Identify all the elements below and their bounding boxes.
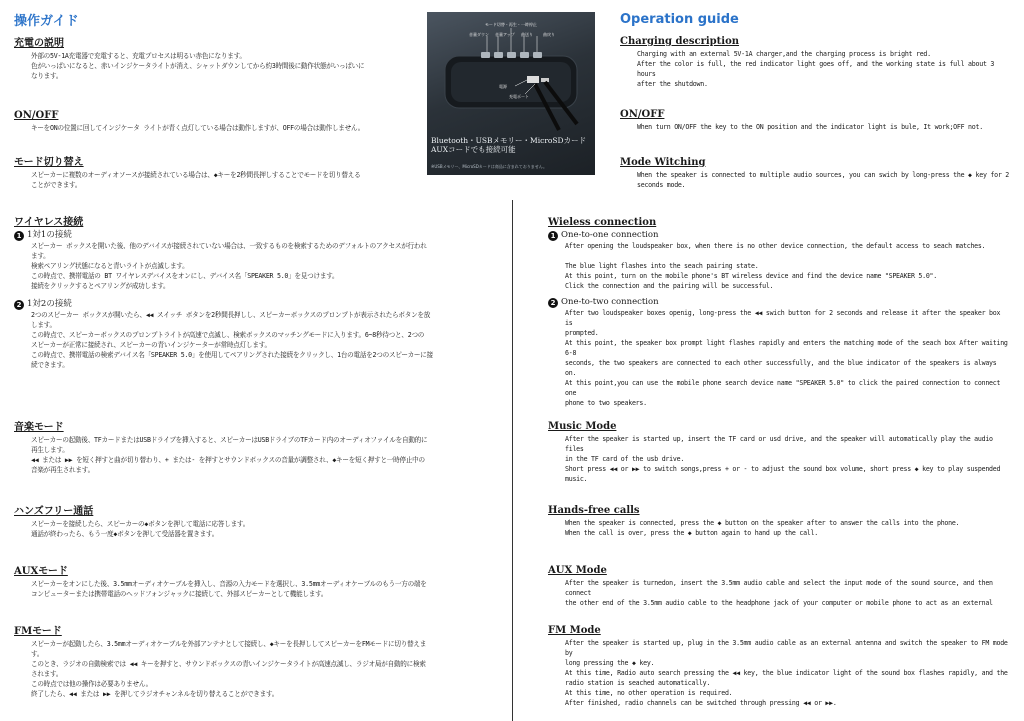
en-section-fm xyxy=(548,625,1010,708)
photo-note: ※USBメモリー、MicroSDカードは商品に含まれておりません。 xyxy=(431,164,548,169)
en-heading-mode: Mode Witching xyxy=(620,157,706,168)
en-sub-one-to-two-label: One-to-two connection xyxy=(561,297,659,307)
jp-sub-one-to-one xyxy=(14,230,484,241)
jp-section-charging xyxy=(14,38,484,81)
jp-text-fm: スピーカーが起動したら、3.5mmオーディオケーブルを外部アンテナとして接続し、◆キーを長押ししてスピーカーをFMモードに切り替えま す。 このとき、ラジオの自動検索では ◀◀ キーを押すと、サウンドボックスの青いインジケータライトが高速点滅し、ラジオ局が自動的に検索 されます。 この時点では他の操作は必要ありません。 終了したら、◀◀ または ▶▶ を押してラジオチャンネルを切り替えることができます。 xyxy=(31,640,427,698)
en-text-mode: When the speaker is connected to multiple audio sources, you can swich by long-press the ◆ key for 2 seconds mode. xyxy=(637,171,1009,189)
jp-text-charging: 外部の5V-1A充電器で充電すると、充電プロセスは明るい赤色になります。 色がいっぱいになると、赤いインジケータライトが消え、シャットダウンしてから約3時間後に動作状態がいっぱいに なります。 xyxy=(31,52,365,80)
jp-heading-music: 音楽モード xyxy=(14,422,64,433)
en-sub-one-to-one-label: One-to-one connection xyxy=(561,230,659,240)
jp-section-mode xyxy=(14,157,484,190)
japanese-title: 操作ガイド xyxy=(14,14,79,29)
photo-caption-line2: AUXコードでも接続可能 xyxy=(431,145,516,154)
number-badge: 1 xyxy=(548,231,558,241)
en-text-fm: After the speaker is started up, plug in the 3.5mm audio cable as an external antenna and switch the speaker to FM mode by long pressing the ◆ key. At this time, Radio auto search pressing the ◀◀ key, the blue indicator light of the sound box flashes rapidly, and the radio station is seached automatically. At this time, no other operation is required. After finished, radio channels can be switched through pressing ◀◀ or ▶▶. xyxy=(565,639,1008,707)
jp-heading-charging: 充電の説明 xyxy=(14,38,64,49)
label-volume-up: 音量アップ xyxy=(495,32,515,37)
label-volume-down: 音量ダウン xyxy=(469,32,489,37)
en-heading-wireless: Wieless connection xyxy=(548,217,657,228)
english-title: Operation guide xyxy=(620,12,739,27)
jp-heading-fm: FMモード xyxy=(14,626,62,637)
jp-heading-handsfree: ハンズフリー通話 xyxy=(14,506,94,517)
en-sub-one-to-one xyxy=(548,230,1010,241)
en-text-one-to-one: After opening the loudspeaker box, when there is no other device connection, the default access to seach matches. The blue light flashes into the seach pairing state. At this point, turn on the mobile phone's BT wireless device and find the device name "SPEAKER 5.0". Click the connection and the pairing will be successful. xyxy=(565,242,986,290)
label-charge-port: 充電ポート xyxy=(509,94,529,99)
jp-section-onoff xyxy=(14,110,484,133)
en-section-charging xyxy=(620,36,1010,89)
en-text-aux: After the speaker is turnedon, insert the 3.5mm audio cable and select the input mode of the sound source, and then connect the other end of the 3.5mm audio cable to the headphone jack of your computer or mobile phone to act as an external xyxy=(565,579,993,607)
jp-text-one-to-two: 2つのスピーカー ボックスが開いたら、◀◀ スイッチ ボタンを2秒間長押しし、スピーカーボックスのプロンプトが表示されたらボタンを放 します。 この時点で、スピーカーボックスのプロンプトライトが高速で点滅し、検索ボックスのマッチングモードに入ります。6~8秒待つと、2つの スピーカーが正常に接続され、スピーカーの青いインジケーターが常時点灯します。 この時点で、携帯電話の検索デバイス名「SPEAKER 5.0」を使用してペアリングされた接続をクリックし、1台の電話を2つのスピーカーに接 続できます。 xyxy=(31,311,433,369)
photo-caption xyxy=(431,136,586,154)
en-text-handsfree: When the speaker is connected, press the ◆ button on the speaker after to answer the calls into the phone. When the call is over, press the ◆ button again to hand up the call. xyxy=(565,519,960,537)
jp-heading-wireless: ワイヤレス接続 xyxy=(14,217,84,228)
speaker-product-photo xyxy=(427,12,595,175)
en-text-onoff: When turn ON/OFF the key to the ON position and the indicator light is bule, It work;OFF not. xyxy=(637,123,983,131)
en-text-music: After the speaker is started up, insert the TF card or usd drive, and the speaker will automatically play the audio files in the TF card of the usb drive. Short press ◀◀ or ▶▶ to switch songs,press + or - to adjust the sound box volume, short press ◆ key to play suspended music. xyxy=(565,435,1001,483)
jp-heading-aux: AUXモード xyxy=(14,566,68,577)
jp-text-mode: スピーカーに複数のオーディオソースが接続されている場合は、◆キーを2秒間長押しすることでモードを切り替える ことができます。 xyxy=(31,171,361,189)
en-section-handsfree xyxy=(548,505,1010,538)
en-heading-aux: AUX Mode xyxy=(548,565,607,576)
jp-sub-one-to-one-label: 1対1の接続 xyxy=(27,230,72,240)
jp-section-wireless xyxy=(14,217,484,370)
number-badge: 2 xyxy=(548,298,558,308)
jp-text-aux: スピーカーをオンにした後、3.5mmオーディオケーブルを挿入し、音源の入力モードを選択し、3.5mmオーディオケーブルのもう一方の端を コンピューターまたは携帯電話のヘッドフォンジャックに接続して、外部スピーカーとして機能します。 xyxy=(31,580,427,598)
jp-heading-onoff: ON/OFF xyxy=(14,110,59,121)
jp-text-music: スピーカーの起動後、TFカードまたはUSBドライブを挿入すると、スピーカーはUSBドライブのTFカード内のオーディオファイルを自動的に 再生します。 ◀◀ または ▶▶ を短く押すと曲が切り替わり、+ または- を押すとサウンドボックスの音量が調整され、◆キーを短く押すと一時停止中の 音楽が再生されます。 xyxy=(31,436,428,474)
en-section-aux xyxy=(548,565,1010,608)
jp-section-music xyxy=(14,422,484,475)
en-heading-handsfree: Hands-free calls xyxy=(548,505,640,516)
label-power: 電源 xyxy=(499,84,507,89)
label-mode-play: モード切替・再生・一時停止 xyxy=(485,22,537,27)
en-section-onoff xyxy=(620,109,1010,132)
jp-section-aux xyxy=(14,566,484,599)
en-section-mode xyxy=(620,157,1010,190)
photo-caption-line1: Bluetooth・USBメモリー・MicroSDカード xyxy=(431,136,587,145)
en-sub-one-to-two xyxy=(548,297,1010,308)
jp-text-one-to-one: スピーカー ボックスを開いた後、他のデバイスが接続されていない場合は、一致するものを検索するためのデフォルトのアクセスが行われ ます。 検索ペアリング状態になると青いライトが点滅します。 この時点で、携帯電話の BT ワイヤレスデバイスをオンにし、デバイス名「SPEAKER 5.0」を見つけます。 接続をクリックするとペアリングが成功します。 xyxy=(31,242,427,290)
jp-heading-mode: モード切り替え xyxy=(14,157,84,168)
jp-section-handsfree xyxy=(14,506,484,539)
number-badge: 2 xyxy=(14,300,24,310)
jp-section-fm xyxy=(14,626,484,699)
en-heading-charging: Charging description xyxy=(620,36,740,47)
en-heading-onoff: ON/OFF xyxy=(620,109,665,120)
label-next: 曲戻り xyxy=(543,32,555,37)
column-divider xyxy=(512,200,513,721)
en-section-wireless xyxy=(548,217,1010,408)
label-prev: 曲送り xyxy=(521,32,533,37)
en-heading-fm: FM Mode xyxy=(548,625,601,636)
en-text-charging: Charging with an external 5V-1A charger,and the charging process is bright red. After the color is full, the red indicator light goes off, and the working state is full about 3 hours after the shutdown. xyxy=(637,50,995,88)
jp-sub-one-to-two xyxy=(14,299,484,310)
en-text-one-to-two: After two loudspeaker boxes openig, long-press the ◀◀ swich button for 2 seconds and release it after the speaker box is prompted. At this point, the speaker box prompt light flashes rapidly and enters the matching mode of the seach box After waiting 6-8 seconds, the two speakers are connected to each other successfully, and the blue indicator of the speakers is always on. At this point,you can use the mobile phone search device name "SPEAKER 5.0" to click the paired connection to connect one phone to two speakers. xyxy=(565,309,1008,407)
en-heading-music: Music Mode xyxy=(548,421,617,432)
jp-text-onoff: キーをONの位置に回してインジケータ ライトが青く点灯している場合は動作しますが、OFFの場合は動作しません。 xyxy=(31,124,365,132)
jp-sub-one-to-two-label: 1対2の接続 xyxy=(27,299,72,309)
number-badge: 1 xyxy=(14,231,24,241)
jp-text-handsfree: スピーカーを接続したら、スピーカーの◆ボタンを押して電話に応答します。 通話が終わったら、もう一度◆ボタンを押して受話器を置きます。 xyxy=(31,520,250,538)
en-section-music xyxy=(548,421,1010,484)
